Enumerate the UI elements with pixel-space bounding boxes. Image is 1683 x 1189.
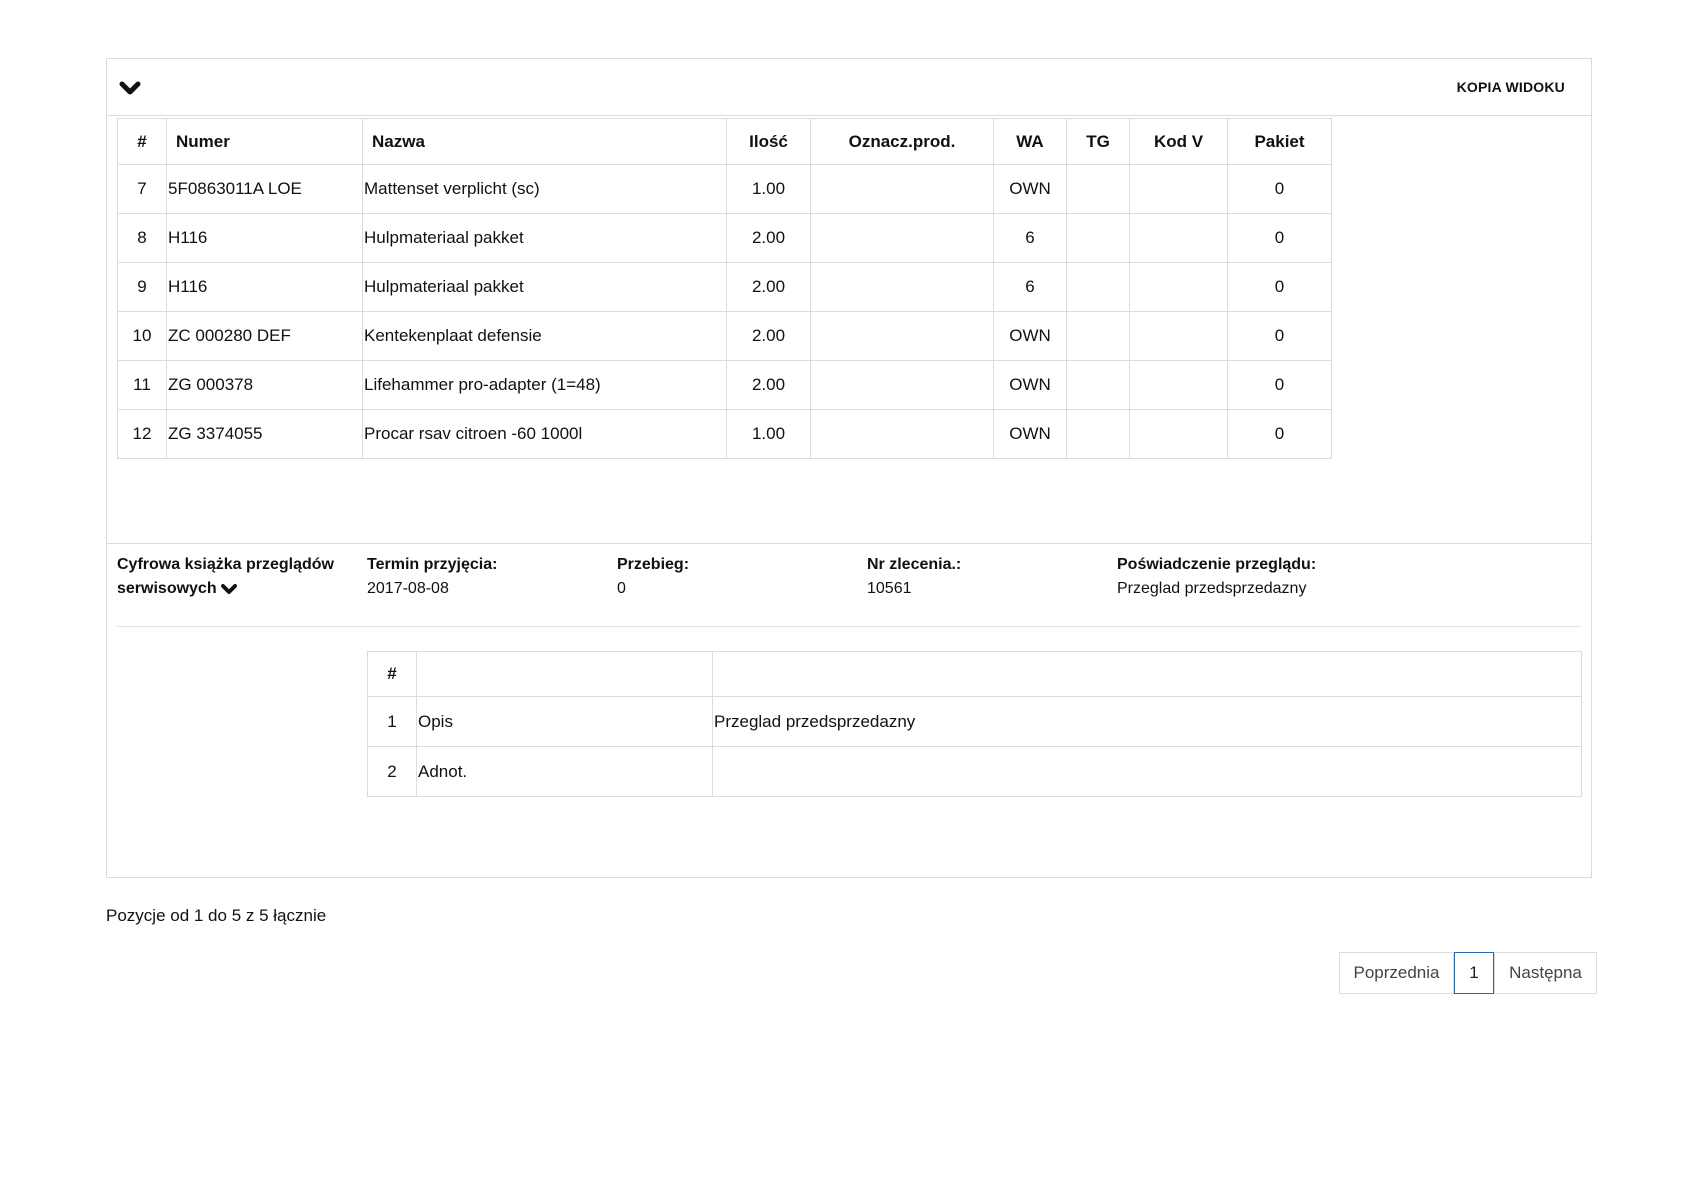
next-page-button[interactable]: Następna (1494, 952, 1597, 994)
cell-pakiet: 0 (1228, 361, 1332, 410)
table-row (118, 165, 1332, 214)
panel-header (107, 59, 1591, 116)
cell-nazwa: Kentekenplaat defensie (363, 312, 727, 361)
cell-ilosc: 2.00 (727, 214, 811, 263)
cell-numer: H116 (167, 263, 363, 312)
service-book-title: Cyfrowa książka przeglądów (117, 556, 334, 573)
notes-table (367, 651, 1582, 797)
cell-nazwa: Procar rsav citroen -60 1000l (363, 410, 727, 459)
intake-date-value: 2017-08-08 (367, 580, 449, 597)
cell-index: 7 (118, 165, 167, 214)
cell-numer: H116 (167, 214, 363, 263)
service-history-panel (106, 58, 1592, 878)
inspection-certificate-value: Przeglad przedsprzedazny (1117, 580, 1307, 597)
col-header-nazwa: Nazwa (363, 119, 727, 165)
cell-pakiet: 0 (1228, 410, 1332, 459)
cell-nazwa: Lifehammer pro-adapter (1=48) (363, 361, 727, 410)
cell-oznacz-prod (811, 165, 994, 214)
col-header-wa: WA (994, 119, 1067, 165)
copy-view-button[interactable]: KOPIA WIDOKU (1456, 79, 1565, 95)
cell-oznacz-prod (811, 361, 994, 410)
cell-kod-v (1130, 263, 1228, 312)
cell-kod-v (1130, 312, 1228, 361)
cell-wa: OWN (994, 312, 1067, 361)
cell-wa: 6 (994, 263, 1067, 312)
cell-pakiet: 0 (1228, 214, 1332, 263)
previous-page-button[interactable]: Poprzednia (1339, 952, 1454, 994)
cell-wa: OWN (994, 165, 1067, 214)
cell-pakiet: 0 (1228, 165, 1332, 214)
col-header-index: # (118, 119, 167, 165)
table-row (118, 214, 1332, 263)
cell-ilosc: 2.00 (727, 263, 811, 312)
col-header-numer: Numer (167, 119, 363, 165)
col-header-oznacz-prod: Oznacz.prod. (811, 119, 994, 165)
page-1-button[interactable]: 1 (1454, 952, 1494, 994)
table-row (118, 263, 1332, 312)
table-header-row (368, 652, 1582, 697)
chevron-down-icon[interactable] (119, 79, 141, 97)
cell-index: 9 (118, 263, 167, 312)
cell-oznacz-prod (811, 410, 994, 459)
cell-wa: 6 (994, 214, 1067, 263)
cell-index: 11 (118, 361, 167, 410)
cell-tg (1067, 214, 1130, 263)
table-row (368, 747, 1582, 797)
cell-ilosc: 1.00 (727, 410, 811, 459)
cell-index: 10 (118, 312, 167, 361)
table-row (118, 361, 1332, 410)
cell-pakiet: 0 (1228, 312, 1332, 361)
service-book-toggle[interactable] (117, 553, 334, 601)
inspection-certificate-label: Poświadczenie przeglądu: (1117, 556, 1317, 573)
cell-ilosc: 2.00 (727, 361, 811, 410)
cell-pakiet: 0 (1228, 263, 1332, 312)
pagination-summary: Pozycje od 1 do 5 z 5 łącznie (106, 906, 327, 925)
cell-tg (1067, 312, 1130, 361)
cell-index: 1 (368, 697, 417, 747)
cell-index: 12 (118, 410, 167, 459)
cell-wa: OWN (994, 410, 1067, 459)
order-number-value: 10561 (867, 580, 912, 597)
cell-kod-v (1130, 165, 1228, 214)
cell-numer: ZG 000378 (167, 361, 363, 410)
cell-tg (1067, 410, 1130, 459)
cell-numer: ZG 3374055 (167, 410, 363, 459)
cell-numer: ZC 000280 DEF (167, 312, 363, 361)
col-header-ilosc: Ilość (727, 119, 811, 165)
order-number-label: Nr zlecenia.: (867, 556, 962, 573)
pagination (1339, 952, 1597, 994)
cell-nazwa: Mattenset verplicht (sc) (363, 165, 727, 214)
col-header-kod-v: Kod V (1130, 119, 1228, 165)
col-header-index: # (368, 652, 417, 697)
service-book-title-line2: serwisowych (117, 580, 217, 597)
cell-index: 8 (118, 214, 167, 263)
col-header-empty (713, 652, 1582, 697)
cell-kod-v (1130, 410, 1228, 459)
mileage-label: Przebieg: (617, 556, 690, 573)
cell-note-type: Opis (417, 697, 713, 747)
table-row (368, 697, 1582, 747)
cell-oznacz-prod (811, 312, 994, 361)
cell-note-text: Przeglad przedsprzedazny (713, 697, 1582, 747)
intake-date-label: Termin przyjęcia: (367, 556, 498, 573)
cell-oznacz-prod (811, 263, 994, 312)
cell-nazwa: Hulpmateriaal pakket (363, 263, 727, 312)
section-divider (117, 626, 1581, 627)
cell-kod-v (1130, 361, 1228, 410)
cell-note-text (713, 747, 1582, 797)
section-divider (107, 543, 1591, 544)
cell-note-type: Adnot. (417, 747, 713, 797)
cell-ilosc: 2.00 (727, 312, 811, 361)
cell-numer: 5F0863011A LOE (167, 165, 363, 214)
cell-ilosc: 1.00 (727, 165, 811, 214)
cell-nazwa: Hulpmateriaal pakket (363, 214, 727, 263)
col-header-tg: TG (1067, 119, 1130, 165)
table-row (118, 410, 1332, 459)
col-header-pakiet: Pakiet (1228, 119, 1332, 165)
cell-tg (1067, 165, 1130, 214)
cell-wa: OWN (994, 361, 1067, 410)
mileage-value: 0 (617, 580, 626, 597)
col-header-empty (417, 652, 713, 697)
chevron-down-icon[interactable] (221, 583, 237, 595)
cell-tg (1067, 263, 1130, 312)
table-header-row (118, 119, 1332, 165)
cell-kod-v (1130, 214, 1228, 263)
cell-tg (1067, 361, 1130, 410)
cell-oznacz-prod (811, 214, 994, 263)
cell-index: 2 (368, 747, 417, 797)
parts-table (117, 118, 1332, 459)
table-row (118, 312, 1332, 361)
